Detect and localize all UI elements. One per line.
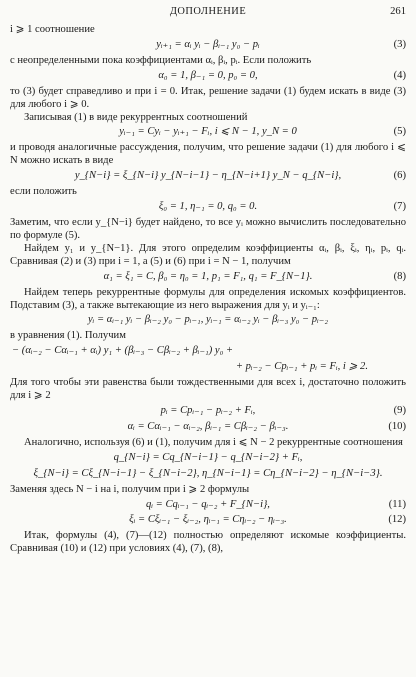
equation-number: (5) <box>393 126 406 138</box>
equation-number: (4) <box>393 69 406 81</box>
paragraph: Заменяя здесь N − i на i, получим при i ⩾ 2 формулы <box>10 483 250 495</box>
equation-formula: y_{N−i} = ξ_{N−i} y_{N−i−1} − η_{N−i+1} y_N − q_{N−i}, <box>74 170 342 182</box>
equation <box>8 361 408 374</box>
paragraph: в уравнения (1). Получим <box>10 330 126 342</box>
equation-formula: ξ₀ = 1, η₋₁ = 0, q₀ = 0. <box>158 201 258 213</box>
paragraph: Записывая (1) в виде рекуррентных соотношений <box>24 111 248 123</box>
equation-formula: αᵢ = Cαᵢ₋₁ − αᵢ₋₂, βᵢ₋₁ = Cβᵢ₋₂ − βᵢ₋₃. <box>127 420 289 432</box>
equation-number: (3) <box>393 38 406 50</box>
equation-number: (12) <box>388 514 406 526</box>
equation <box>8 452 408 465</box>
equation <box>8 271 408 284</box>
equation-formula: q_{N−i} = Cq_{N−i−1} − q_{N−i−2} + Fᵢ, <box>113 451 303 463</box>
paragraph: то (3) будет справедливо и при i = 0. Итак, решение задачи (1) будем искать в виде (3) для любого i ⩾ 0. <box>10 85 406 110</box>
equation-number: (8) <box>393 270 406 282</box>
equation <box>8 39 408 52</box>
equation-formula: yᵢ = αᵢ₋₁ yᵢ − βᵢ₋₂ y₀ − pᵢ₋₁, yᵢ₋₁ = αᵢ₋₂ yᵢ − βᵢ₋₃ y₀ − pᵢ₋₂ <box>87 314 329 326</box>
document-page <box>8 0 408 556</box>
page-number: 261 <box>390 6 406 17</box>
equation-formula: qᵢ = Cqᵢ₋₁ − qᵢ₋₂ + F_{N−i}, <box>146 498 270 510</box>
equation <box>8 345 408 358</box>
equation-number: (10) <box>388 420 406 432</box>
equation <box>8 405 408 418</box>
page-content <box>8 24 408 556</box>
equation-formula: − (αᵢ₋₂ − Cαᵢ₋₁ + αᵢ) y₁ + (βᵢ₋₃ − Cβᵢ₋₂ + βᵢ₋₁) y₀ + <box>12 345 234 357</box>
paragraph: если положить <box>10 186 77 198</box>
equation-formula: α₀ = 1, β₋₁ = 0, p₀ = 0, <box>158 69 258 81</box>
paragraph: Итак, формулы (4), (7)—(12) полностью определяют искомые коэффициенты. Сравнивая (10) и (12) при условиях (4), (7), (8), <box>10 530 406 555</box>
equation <box>8 70 408 83</box>
running-title: ДОПОЛНЕНИЕ <box>169 6 247 17</box>
equation-formula: pᵢ = Cpᵢ₋₁ − pᵢ₋₂ + Fᵢ, <box>160 404 256 416</box>
equation-formula: α₁ = ξ₁ = C, β₀ = η₀ = 1, p₁ = F₁, q₁ = F_{N−1}. <box>103 270 313 282</box>
paragraph: и проводя аналогичные рассуждения, получим, что решение задачи (1) для любого i ⩽ N можно искать в виде <box>10 142 406 167</box>
paragraph: Аналогично, используя (6) и (1), получим для i ⩽ N − 2 рекуррентные соотношения <box>24 436 403 448</box>
equation <box>8 201 408 214</box>
paragraph: с неопределенными пока коэффициентами αᵢ, βᵢ, pᵢ. Если положить <box>10 54 312 66</box>
equation-number: (11) <box>388 498 406 510</box>
equation-number: (6) <box>393 170 406 182</box>
paragraph: Для того чтобы эти равенства были тождественными для всех i, достаточно положить для i ⩾ 2 <box>10 377 406 402</box>
equation <box>8 314 408 327</box>
equation <box>8 126 408 139</box>
equation-formula: + pᵢ₋₂ − Cpᵢ₋₁ + pᵢ = Fᵢ, i ⩾ 2. <box>235 361 368 373</box>
equation-number: (9) <box>393 404 406 416</box>
paragraph: i ⩾ 1 соотношение <box>10 24 95 35</box>
equation <box>8 499 408 512</box>
paragraph: Заметим, что если y_{N−i} будет найдено, то все yᵢ можно вычислить последовательно по формуле (5). <box>10 216 406 241</box>
equation-formula: yᵢ₊₁ = αᵢ yᵢ − βᵢ₋₁ y₀ − pᵢ <box>156 38 260 50</box>
equation <box>8 468 408 481</box>
equation <box>8 421 408 434</box>
page-header <box>8 6 408 24</box>
paragraph: Найдем y₁ и y_{N−1}. Для этого определим коэффициенты αᵢ, βᵢ, ξᵢ, ηᵢ, pᵢ, qᵢ. Сравнивая (2) и (3) при i = 1, а (5) и (6) при i = N − 1, получим <box>10 242 406 267</box>
paragraph: Найдем теперь рекуррентные формулы для определения искомых коэффициентов. Подставим (3), а также вытекающие из него выражения для yᵢ и yᵢ₋₁: <box>10 286 406 311</box>
equation <box>8 170 408 183</box>
equation-formula: ξ_{N−i} = Cξ_{N−i−1} − ξ_{N−i−2}, η_{N−i−1} = Cη_{N−i−2} − η_{N−i−3}. <box>33 467 383 479</box>
equation-formula: ξᵢ = Cξᵢ₋₁ − ξᵢ₋₂, ηᵢ₋₁ = Cηᵢ₋₂ − ηᵢ₋₃. <box>129 514 287 526</box>
equation-formula: yᵢ₋₁ = Cyᵢ − yᵢ₊₁ − Fᵢ, i ⩽ N − 1, y_N = 0 <box>119 126 297 138</box>
equation <box>8 514 408 527</box>
equation-number: (7) <box>393 201 406 213</box>
